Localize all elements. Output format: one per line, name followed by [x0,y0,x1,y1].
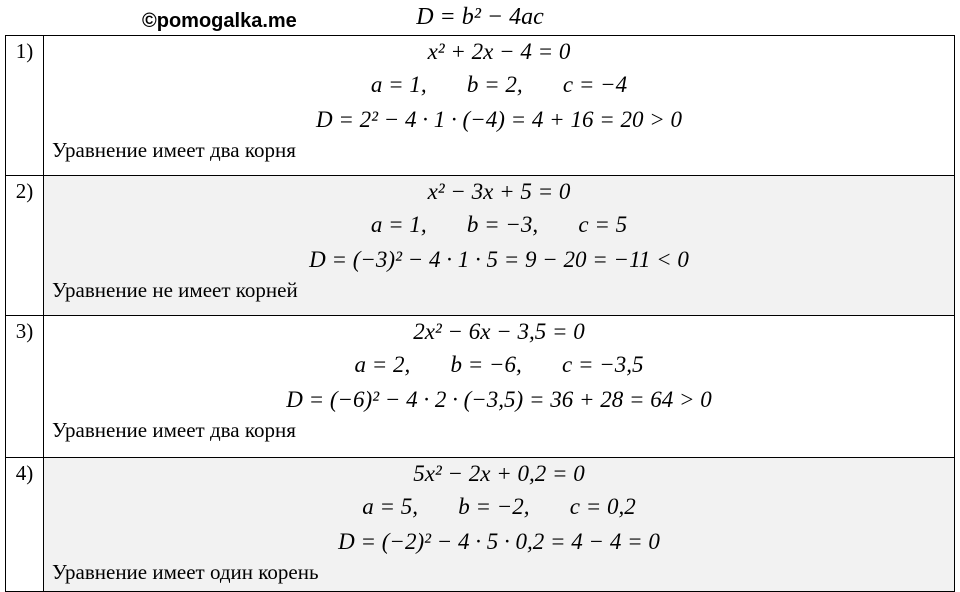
discriminant-calc: D = (−3)² − 4 · 1 · 5 = 9 − 20 = −11 < 0 [309,247,689,272]
equation: 2x² − 6x − 3,5 = 0 [413,319,585,344]
conclusion: Уравнение имеет один корень [52,560,319,584]
row-number: 1) [6,36,44,176]
solutions-table [5,35,955,592]
row-number: 3) [6,316,44,458]
row-content [44,458,955,592]
equation: x² + 2x − 4 = 0 [427,39,571,64]
table-row [6,458,955,592]
table-row [6,316,955,458]
conclusion: Уравнение имеет два корня [52,418,296,442]
row-content [44,36,955,176]
discriminant-calc: D = (−6)² − 4 · 2 · (−3,5) = 36 + 28 = 64 > 0 [286,387,712,412]
discriminant-formula-text: D = b² − 4ac [416,4,544,30]
watermark: ©pomogalka.me [142,10,297,32]
coefficients: a = 2, b = −6, c = −3,5 [354,352,644,377]
conclusion: Уравнение имеет два корня [52,138,296,162]
discriminant-formula [0,3,960,31]
equation: x² − 3x + 5 = 0 [427,179,571,204]
discriminant-calc: D = 2² − 4 · 1 · (−4) = 4 + 16 = 20 > 0 [316,107,682,132]
row-content [44,316,955,458]
row-number: 2) [6,176,44,316]
row-content [44,176,955,316]
coefficients: a = 5, b = −2, c = 0,2 [362,494,636,519]
coefficients: a = 1, b = −3, c = 5 [370,212,628,237]
coefficients: a = 1, b = 2, c = −4 [370,72,628,97]
conclusion: Уравнение не имеет корней [52,278,298,302]
table-row [6,176,955,316]
equation: 5x² − 2x + 0,2 = 0 [413,461,585,486]
discriminant-calc: D = (−2)² − 4 · 5 · 0,2 = 4 − 4 = 0 [338,529,660,554]
row-number: 4) [6,458,44,592]
table-row [6,36,955,176]
